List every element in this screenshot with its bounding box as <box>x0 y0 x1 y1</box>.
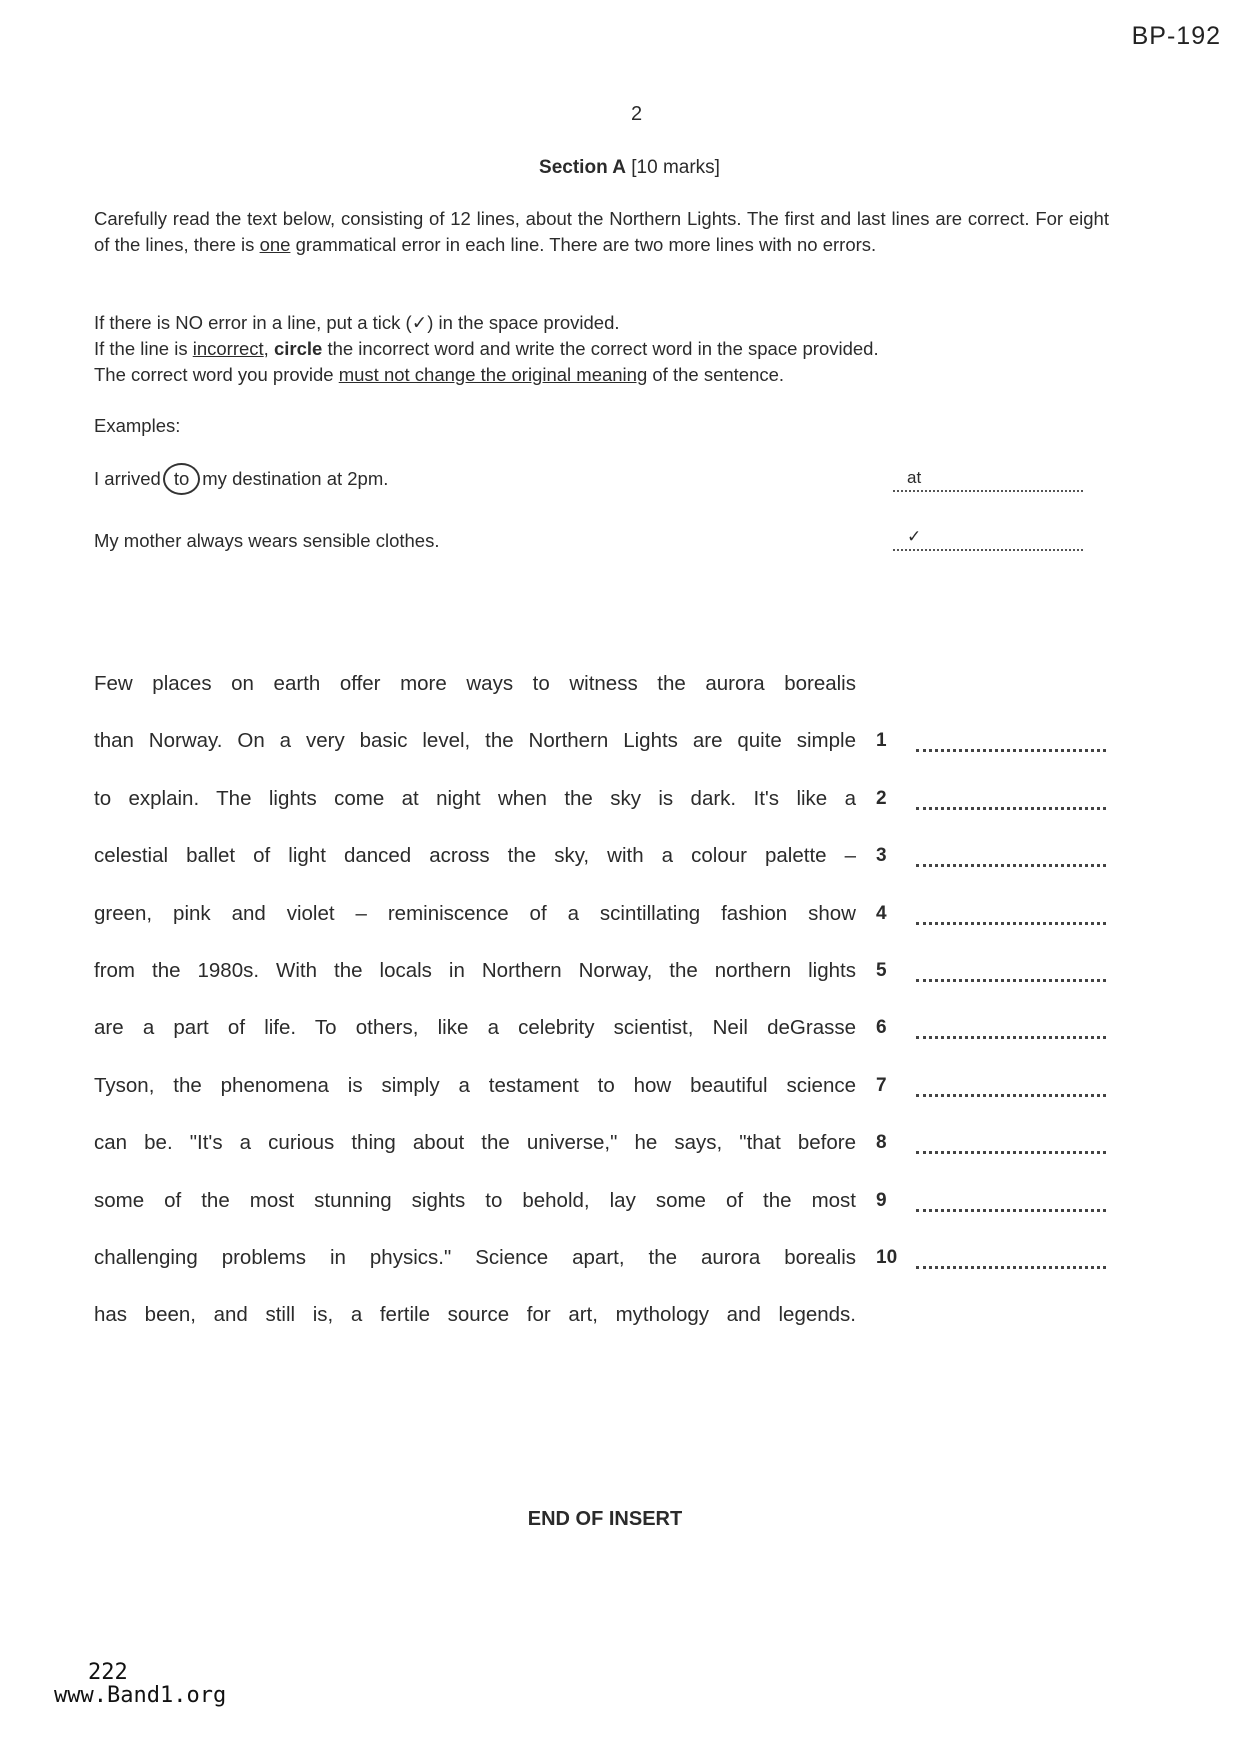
instruction-line-2 <box>94 336 1109 362</box>
answer-space[interactable] <box>916 904 1106 925</box>
examples-label: Examples: <box>94 415 181 436</box>
page-number: 2 <box>631 103 643 125</box>
answer-space[interactable] <box>916 1248 1106 1269</box>
answer-space[interactable] <box>916 1076 1106 1097</box>
instr-2-incorrect: incorrect <box>192 338 264 359</box>
answer-space[interactable] <box>916 731 1106 752</box>
passage-line: are a part of life. To others, like a celebrity scientist, Neil deGrasse <box>94 1016 856 1039</box>
example-1-before: I arrived <box>94 468 161 489</box>
line-number: 8 <box>876 1132 887 1153</box>
footer-website: www.Band1.org <box>54 1683 227 1708</box>
example-1 <box>94 463 388 495</box>
line-number: 10 <box>876 1247 898 1268</box>
instr-2b: , <box>263 338 274 359</box>
example-2: My mother always wears sensible clothes. <box>94 530 440 551</box>
passage-line: Few places on earth offer more ways to witness the aurora borealis <box>94 672 856 695</box>
answer-space[interactable] <box>916 1018 1106 1039</box>
line-number: 3 <box>876 845 887 866</box>
footer-page-number: 222 <box>88 1660 128 1685</box>
answer-space[interactable] <box>916 961 1106 982</box>
instr-2c: the incorrect word and write the correct word in the space provided. <box>322 338 879 359</box>
passage-line: has been, and still is, a fertile source for art, mythology and legends. <box>94 1303 856 1326</box>
answer-space[interactable] <box>916 1133 1106 1154</box>
example-1-after: my destination at 2pm. <box>202 468 389 489</box>
document-code: BP-192 <box>1131 22 1221 50</box>
section-title <box>0 157 1239 179</box>
intro-paragraph <box>94 206 1109 258</box>
answer-space[interactable] <box>916 1191 1106 1212</box>
intro-text-1: Carefully read the text below, consisting of 12 lines, about the Northern Lights. The first and last lines are correct. For eight of the lines, there is <box>94 208 1109 255</box>
passage-line: can be. "It's a curious thing about the universe," he says, "that before <box>94 1131 856 1154</box>
line-number: 4 <box>876 903 887 924</box>
instructions-paragraph <box>94 310 1109 388</box>
answer-space[interactable] <box>916 846 1106 867</box>
passage-line: than Norway. On a very basic level, the Northern Lights are quite simple <box>94 729 856 752</box>
instr-3a: The correct word you provide <box>94 364 339 385</box>
answer-space[interactable] <box>916 789 1106 810</box>
section-title-label: Section A <box>539 157 626 178</box>
line-number: 9 <box>876 1190 887 1211</box>
instr-3-underlined: must not change the original meaning <box>338 364 648 385</box>
passage-line: celestial ballet of light danced across the sky, with a colour palette – <box>94 844 856 867</box>
line-number: 2 <box>876 788 887 809</box>
passage-line: to explain. The lights come at night when the sky is dark. It's like a <box>94 787 856 810</box>
instr-3b: of the sentence. <box>647 364 785 385</box>
example-2-answer: ✓ <box>893 527 1083 551</box>
instr-2-circle: circle <box>273 338 323 359</box>
instruction-line-1: If there is NO error in a line, put a tick (✓) in the space provided. <box>94 312 620 333</box>
passage-line: from the 1980s. With the locals in Northern Norway, the northern lights <box>94 959 856 982</box>
end-of-insert: END OF INSERT <box>527 1508 683 1530</box>
instr-2a: If the line is <box>94 338 193 359</box>
line-number: 5 <box>876 960 887 981</box>
passage-line: Tyson, the phenomena is simply a testament to how beautiful science <box>94 1074 856 1097</box>
section-marks: [10 marks] <box>631 157 720 178</box>
example-1-circled-word: to <box>163 463 200 495</box>
passage-line: challenging problems in physics." Science apart, the aurora borealis <box>94 1246 856 1269</box>
line-number: 6 <box>876 1017 887 1038</box>
example-1-answer: at <box>893 468 1083 492</box>
line-number: 1 <box>876 730 887 751</box>
instruction-line-3 <box>94 362 1109 388</box>
intro-emphasis: one <box>259 234 291 255</box>
passage-line: green, pink and violet – reminiscence of a scintillating fashion show <box>94 902 856 925</box>
intro-text-2: grammatical error in each line. There are two more lines with no errors. <box>290 234 877 255</box>
passage-line: some of the most stunning sights to behold, lay some of the most <box>94 1189 856 1212</box>
line-number: 7 <box>876 1075 887 1096</box>
